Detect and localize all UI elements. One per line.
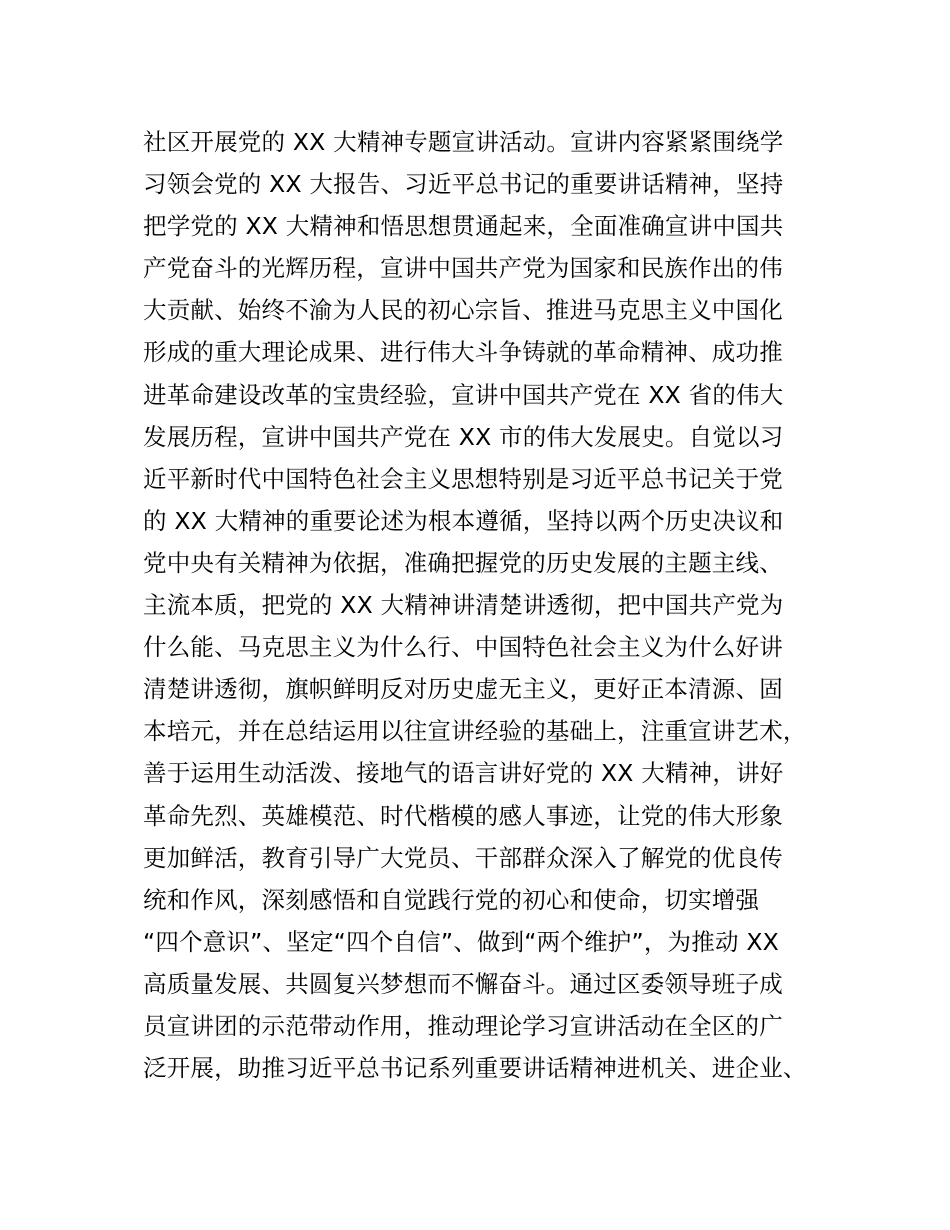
text-line: 形成的重大理论成果、进行伟大斗争铸就的革命精神、成功推 [143,338,783,367]
text-line: 善于运用生动活泼、接地气的语言讲好党的 XX 大精神，讲好 [143,759,784,788]
text-line: 社区开展党的 XX 大精神专题宣讲活动。宣讲内容紧紧围绕学 [143,128,784,156]
text-line: 产党奋斗的光辉历程，宣讲中国共产党为国家和民族作出的伟 [143,254,783,283]
text-line: 员宣讲团的示范带动作用，推动理论学习宣讲活动在全区的广 [143,1011,783,1040]
text-line: 党中央有关精神为依据，准确把握党的历史发展的主题主线、 [143,548,783,577]
text-line: 清楚讲透彻，旗帜鲜明反对历史虚无主义，更好正本清源、固 [143,675,783,704]
text-line: 进革命建设改革的宝贵经验，宣讲中国共产党在 XX 省的伟大 [143,380,784,409]
text-line: 主流本质，把党的 XX 大精神讲清楚讲透彻，把中国共产党为 [143,591,784,620]
text-line: 习领会党的 XX 大报告、习近平总书记的重要讲话精神，坚持 [143,170,784,199]
text-line: 什么能、马克思主义为什么行、中国特色社会主义为什么好讲 [143,633,783,662]
text-line: 大贡献、始终不渝为人民的初心宗旨、推进马克思主义中国化 [143,296,783,325]
text-line: 把学党的 XX 大精神和悟思想贯通起来，全面准确宣讲中国共 [143,212,784,241]
text-line: 发展历程，宣讲中国共产党在 XX 市的伟大发展史。自觉以习 [143,422,784,451]
text-line: “四个意识”、坚定“四个自信”、做到“两个维护”，为推动 XX [143,927,779,956]
text-line: 泛开展，助推习近平总书记系列重要讲话精神进机关、进企业、 [143,1054,807,1083]
text-line: 更加鲜活，教育引导广大党员、干部群众深入了解党的优良传 [143,843,783,872]
text-line: 的 XX 大精神的重要论述为根本遵循，坚持以两个历史决议和 [143,506,784,535]
text-line: 统和作风，深刻感悟和自觉践行党的初心和使命，切实增强 [143,885,760,914]
text-line: 革命先烈、英雄模范、时代楷模的感人事迹，让党的伟大形象 [143,801,783,830]
body-paragraph [143,121,843,1089]
text-line: 近平新时代中国特色社会主义思想特别是习近平总书记关于党 [143,464,783,493]
text-line: 高质量发展、共圆复兴梦想而不懈奋斗。通过区委领导班子成 [143,969,783,998]
text-line: 本培元，并在总结运用以往宣讲经验的基础上，注重宣讲艺术， [143,717,807,746]
